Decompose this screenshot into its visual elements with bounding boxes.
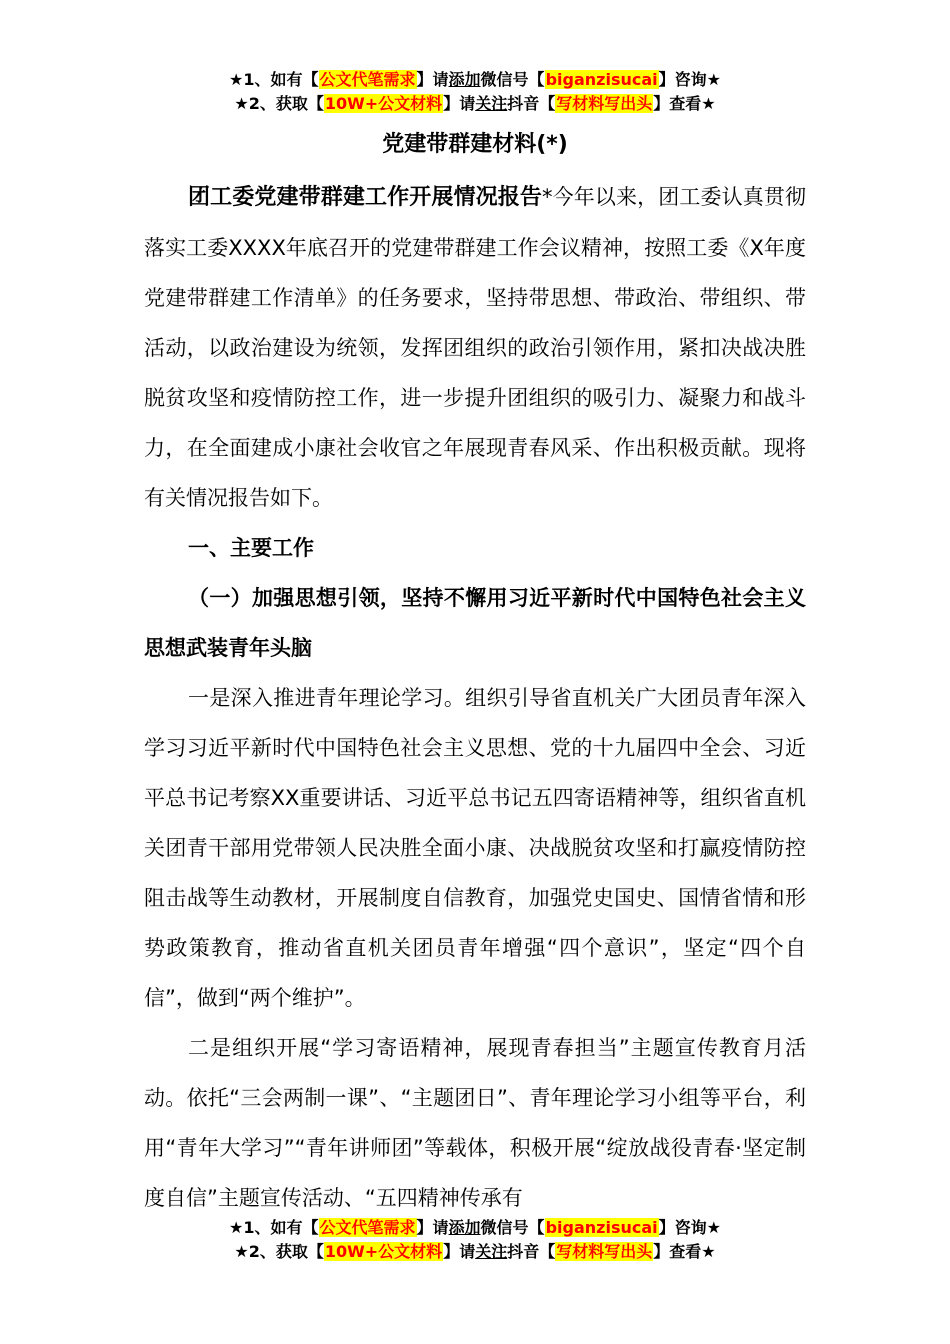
document-title: 党建带群建材料(*) [382,132,568,157]
promo-highlight: 10W+公文材料 [324,94,443,113]
promo-text: ★2、获取【 [234,94,324,113]
promo-line-2 [0,1240,950,1264]
promo-highlight: 写材料写出头 [556,94,653,113]
promo-underline: 添加 [448,1218,481,1237]
body-paragraph: 一是深入推进青年理论学习。组织引导省直机关广大团员青年深入学习习近平新时代中国特色社会主义思想、党的十九届四中全会、习近平总书记考察XX重要讲话、习近平总书记五四寄语精神等，组织省直机关团青干部用党带领人民决胜全面小康、决战脱贫攻坚和打赢疫情防控阻击战等生动教材，开展制度自信教育，加强党史国史、国情省情和形势政策教育，推动省直机关团员青年增强“四个意识”，坚定“四个自信”，做到“两个维护”。 [144,686,806,1010]
promo-text: 】请 [443,94,476,113]
subsection-heading: （一）加强思想引领，坚持不懈用习近平新时代中国特色社会主义思想武装青年头脑 [144,586,806,660]
promo-text: 】请 [416,70,449,89]
promo-text: ★1、如有【 [229,1218,319,1237]
intro-paragraph [144,172,806,523]
body-paragraph: 二是组织开展“学习寄语精神，展现青春担当”主题宣传教育月活动。依托“三会两制一课”、“主题团日”、青年理论学习小组等平台，利用“青年大学习”“青年讲师团”等载体，积极开展“绽放战役青春·坚定制度自信”主题宣传活动、“五四精神传承有 [144,1036,806,1210]
promo-text: 微信号【 [480,1218,545,1237]
promo-text: 】请 [443,1242,476,1261]
promo-highlight: 写材料写出头 [556,1242,653,1261]
intro-text: *今年以来，团工委认真贯彻落实工委XXXX年底召开的党建带群建工作会议精神，按照工委《X年度党建带群建工作清单》的任务要求，坚持带思想、带政治、带组织、带活动，以政治建设为统领，发挥团组织的政治引领作用，紧扣决战决胜脱贫攻坚和疫情防控工作，进一步提升团组织的吸引力、凝聚力和战斗力，在全面建成小康社会收官之年展现青春风采、作出积极贡献。现将有关情况报告如下。 [144,185,806,510]
promo-highlight: 公文代笔需求 [319,1218,416,1237]
promo-highlight: 10W+公文材料 [324,1242,443,1261]
promo-highlight: 公文代笔需求 [319,70,416,89]
promo-text: 】咨询★ [658,1218,721,1237]
promo-underline: 关注 [475,1242,508,1261]
promo-underline: 添加 [448,70,481,89]
promo-text: 】咨询★ [658,70,721,89]
promo-text: 抖音【 [507,1242,556,1261]
promo-text: 】查看★ [653,94,716,113]
promo-banner-bottom [0,1216,950,1264]
promo-highlight: biganzisucai [545,1218,658,1237]
document-body [144,172,806,1223]
promo-text: 】请 [416,1218,449,1237]
promo-highlight: biganzisucai [545,70,658,89]
promo-text: 】查看★ [653,1242,716,1261]
promo-text: ★2、获取【 [234,1242,324,1261]
promo-text: ★1、如有【 [229,70,319,89]
promo-line-2 [0,92,950,116]
promo-line-1 [0,1216,950,1240]
promo-banner-top [0,68,950,116]
report-title: 团工委党建带群建工作开展情况报告 [188,185,542,210]
section-heading: 一、主要工作 [188,536,314,560]
promo-line-1 [0,68,950,92]
promo-text: 抖音【 [507,94,556,113]
promo-underline: 关注 [475,94,508,113]
promo-text: 微信号【 [480,70,545,89]
